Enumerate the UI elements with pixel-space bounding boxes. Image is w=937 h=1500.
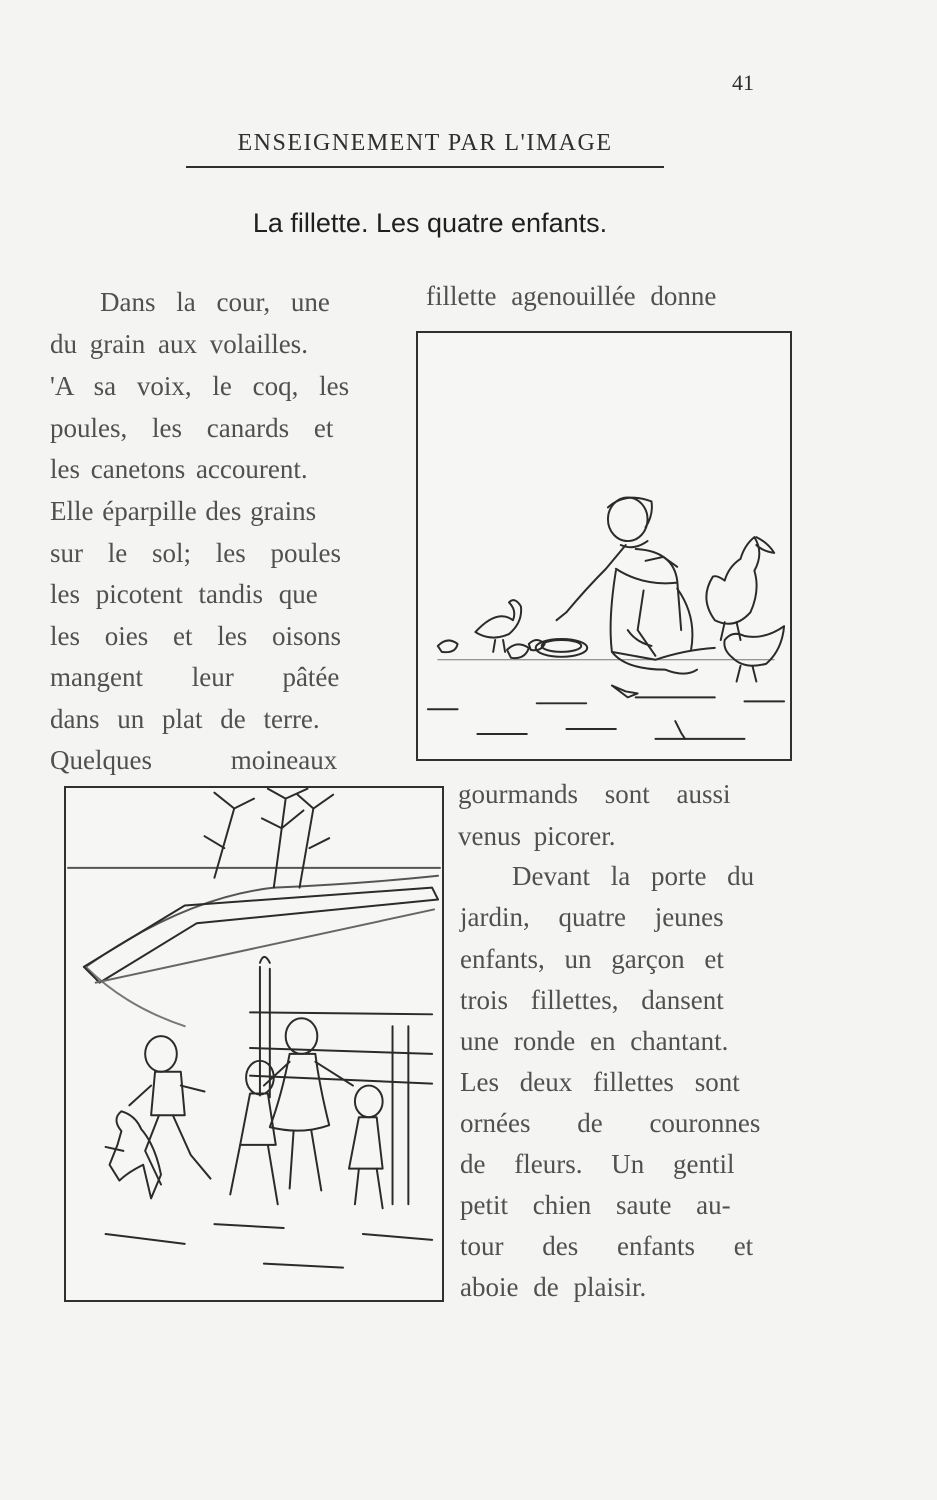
text-line: du grain aux volailles. — [50, 329, 308, 359]
page-number: 41 — [732, 70, 754, 95]
text-line: dans un plat de terre. — [50, 704, 320, 734]
text-line: les picotent tandis que — [50, 579, 318, 609]
text-line: sur le sol; les poules — [50, 538, 341, 568]
text-line: Devant la porte du — [512, 861, 755, 891]
text-line: gourmands sont aussi — [458, 779, 731, 809]
text-line: les oies et les oisons — [50, 621, 341, 651]
text-line: aboie de plaisir. — [460, 1272, 647, 1302]
text-line: fillette agenouillée donne — [426, 281, 717, 311]
lesson-title: La fillette. Les quatre enfants. — [252, 208, 608, 238]
text-line: tour des enfants et — [460, 1231, 754, 1261]
text-line: Les deux fillettes sont — [460, 1067, 740, 1097]
section-heading: ENSEIGNEMENT PAR L'IMAGE — [237, 130, 613, 156]
text-line-part: Dans la cour, une — [100, 287, 330, 317]
text-line: jardin, quatre jeunes — [460, 902, 724, 932]
section-heading-underline — [186, 166, 664, 168]
illustration-girl-feeding-poultry — [416, 331, 792, 761]
text-line: enfants, un garçon et — [460, 944, 724, 974]
text-line: mangent leur pâtée — [50, 662, 340, 692]
text-line: trois fillettes, dansent — [460, 985, 724, 1015]
text-line: petit chien saute au- — [460, 1190, 731, 1220]
text-line: ornées de couronnes — [460, 1108, 761, 1138]
text-line: de fleurs. Un gentil — [460, 1149, 735, 1179]
text-line: les canetons accourent. — [50, 454, 308, 484]
text-line: venus picorer. — [458, 821, 616, 851]
children-drawing — [66, 788, 442, 1300]
text-line: 'A sa voix, le coq, les — [50, 371, 350, 401]
illustration-children-dancing — [64, 786, 444, 1302]
text-line: Elle éparpille des grains — [50, 496, 317, 526]
poultry-drawing — [418, 333, 790, 759]
text-line — [100, 282, 396, 324]
text-line: une ronde en chantant. — [460, 1026, 729, 1056]
text-line: Quelques moineaux — [50, 745, 338, 775]
text-line: poules, les canards et — [50, 413, 334, 443]
